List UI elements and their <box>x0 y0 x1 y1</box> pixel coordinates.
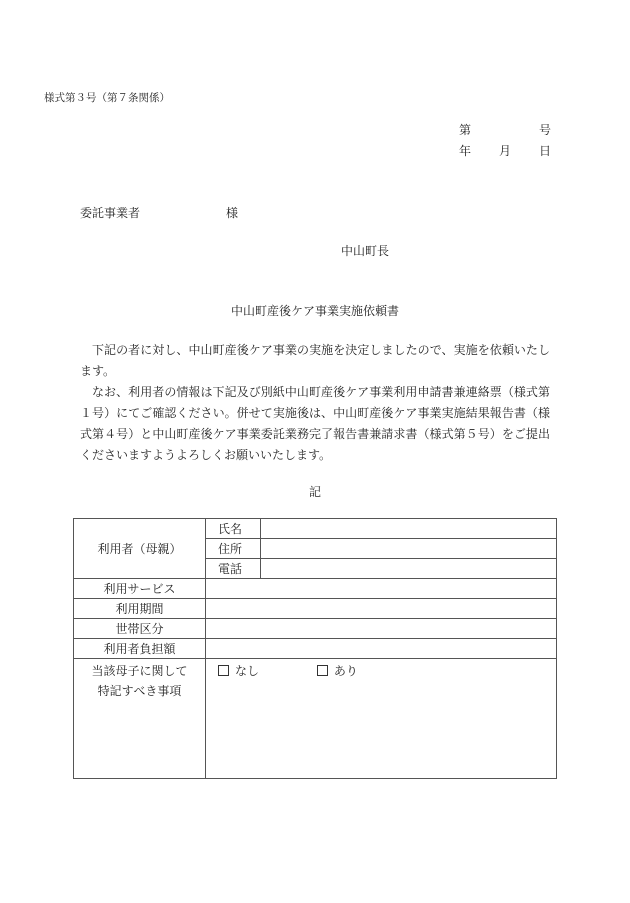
ki-heading: 記 <box>308 485 321 499</box>
service-label: 利用サービス <box>74 579 206 599</box>
period-label: 利用期間 <box>74 599 206 619</box>
option-none-label: なし <box>235 664 260 678</box>
user-label: 利用者（母親） <box>74 519 206 579</box>
document-number <box>459 121 551 138</box>
household-value[interactable] <box>206 619 557 639</box>
household-label: 世帯区分 <box>74 619 206 639</box>
notes-value <box>206 659 557 779</box>
table-row <box>74 639 557 659</box>
table-row <box>74 619 557 639</box>
body-paragraph-1: 下記の者に対し、中山町産後ケア事業の実施を決定しましたので、実施を依頼いたします。 <box>80 343 550 378</box>
address-value[interactable] <box>261 539 557 559</box>
user-info-table <box>73 518 557 779</box>
notes-label-line-1: 当該母子に関して <box>91 664 188 678</box>
date-month: 月 <box>498 144 511 158</box>
option-yes-label: あり <box>333 664 358 678</box>
cost-label: 利用者負担額 <box>74 639 206 659</box>
sender: 中山町長 <box>341 244 390 258</box>
number-suffix: 号 <box>538 123 551 137</box>
addressee-honorific: 様 <box>226 206 239 220</box>
notes-label-line-2: 特記すべき事項 <box>97 684 182 698</box>
name-value[interactable] <box>261 519 557 539</box>
date-day: 日 <box>538 144 551 158</box>
form-number-label: 様式第３号（第７条関係） <box>44 92 170 104</box>
checkbox-yes[interactable] <box>317 665 328 676</box>
body-text <box>80 340 550 466</box>
notes-label <box>74 659 206 779</box>
addressee-name: 委託事業者 <box>80 206 141 220</box>
document-title: 中山町産後ケア事業実施依頼書 <box>230 304 399 318</box>
table-row <box>74 659 557 779</box>
body-paragraph-2: なお、利用者の情報は下記及び別紙中山町産後ケア事業利用申請書兼連絡票（様式第１号）にてご確認ください。併せて実施後は、中山町産後ケア事業実施結果報告書（様式第４号）と中山町産後ケア事業委託業務完了報告書兼請求書（様式第５号）をご提出くださいますようよろしくお願いいたします。 <box>80 385 550 462</box>
name-label: 氏名 <box>206 519 261 539</box>
document-date <box>459 142 551 159</box>
address-label: 住所 <box>206 539 261 559</box>
service-value[interactable] <box>206 579 557 599</box>
phone-label: 電話 <box>206 559 261 579</box>
option-yes[interactable] <box>317 664 358 678</box>
table-row <box>74 599 557 619</box>
table-row <box>74 519 557 539</box>
phone-value[interactable] <box>261 559 557 579</box>
date-year: 年 <box>459 144 472 158</box>
number-prefix: 第 <box>459 123 472 137</box>
option-none[interactable] <box>218 664 259 678</box>
checkbox-none[interactable] <box>218 665 229 676</box>
table-row <box>74 579 557 599</box>
addressee <box>80 204 239 221</box>
cost-value[interactable] <box>206 639 557 659</box>
period-value[interactable] <box>206 599 557 619</box>
